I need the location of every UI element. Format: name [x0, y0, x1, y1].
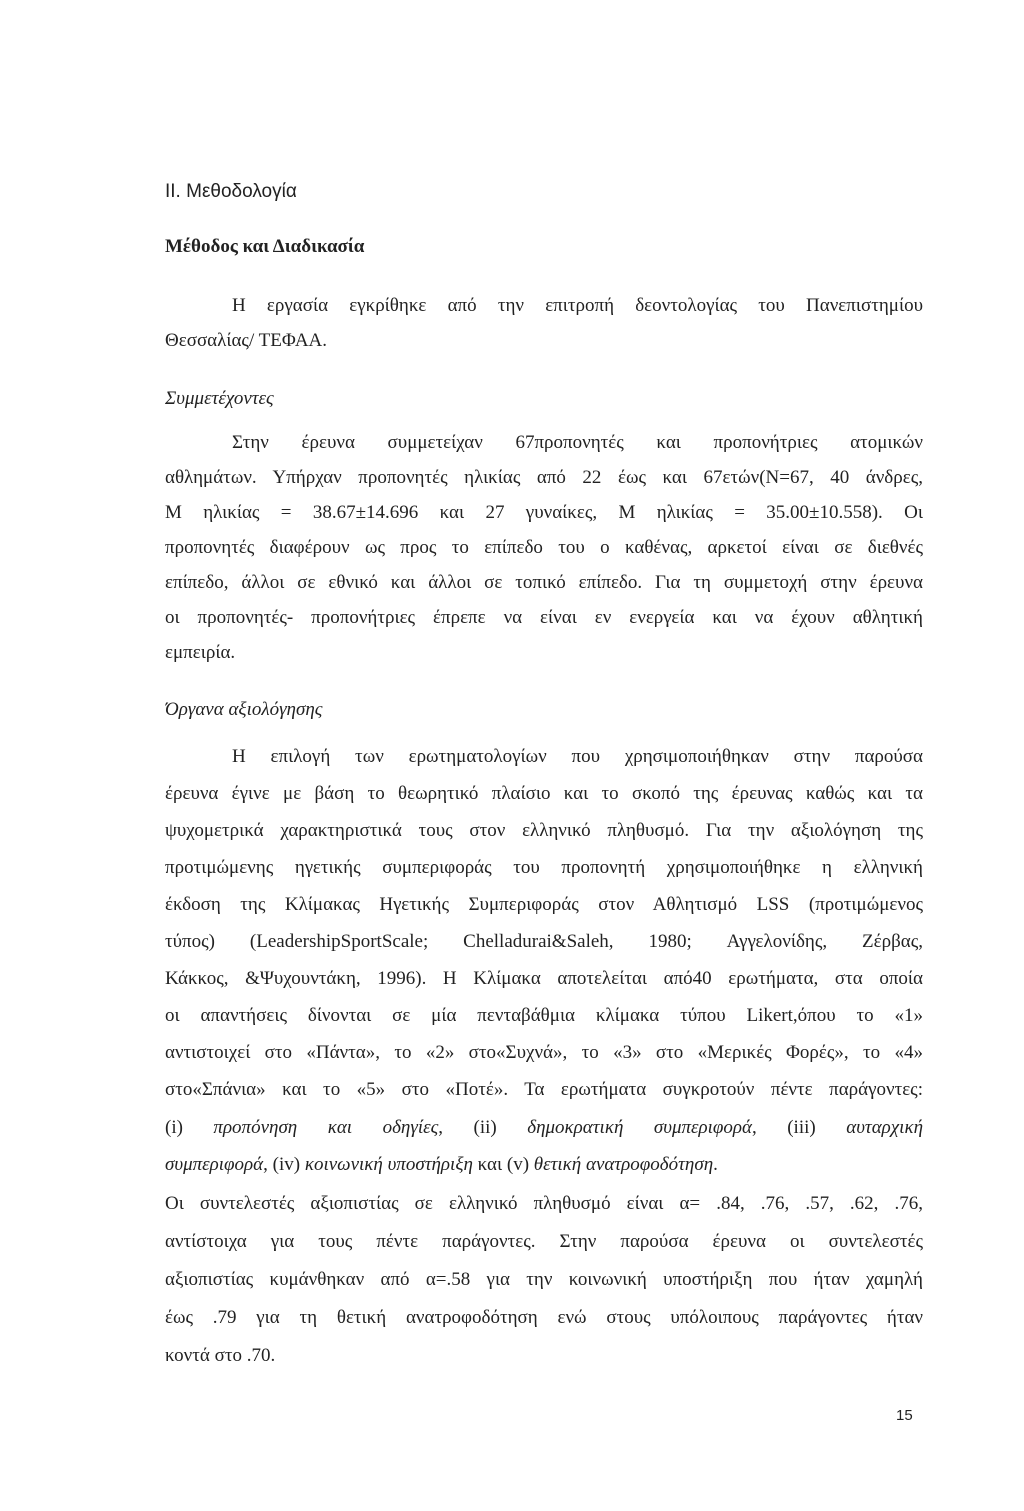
paragraph-line: έρευνα έγινε με βάση το θεωρητικό πλαίσιο και το σκοπό της έρευνας καθώς και τα — [165, 783, 923, 804]
paragraph-line: Η επιλογή των ερωτηματολογίων που χρησιμοποιήθηκαν στην παρούσα — [232, 746, 923, 767]
paragraph-line: στο«Σπάνια» και το «5» στο «Ποτέ». Τα ερωτήματα συγκροτούν πέντε παράγοντες: — [165, 1079, 923, 1100]
subheading-participants: Συμμετέχοντες — [165, 388, 274, 409]
paragraph-line: Μ ηλικίας = 38.67±14.696 και 27 γυναίκες, Μ ηλικίας = 35.00±10.558). Οι — [165, 502, 923, 523]
factors-text: , (iv) — [263, 1154, 305, 1175]
subheading-instruments: Όργανα αξιολόγησης — [165, 699, 323, 720]
subheading-method: Μέθοδος και Διαδικασία — [165, 236, 365, 257]
factor-name: δημοκρατική συμπεριφορά — [527, 1117, 752, 1138]
paragraph-line: Στην έρευνα συμμετείχαν 67προπονητές και προπονήτριες ατομικών — [232, 432, 923, 453]
paragraph-line: ψυχομετρικά χαρακτηριστικά τους στον ελληνικό πληθυσμό. Για την αξιολόγηση της — [165, 820, 923, 841]
factors-text: (i) — [165, 1117, 214, 1138]
paragraph-line: κοντά στο .70. — [165, 1345, 276, 1366]
paragraph-line: Κάκκος, &Ψυχουντάκη, 1996). Η Κλίμακα αποτελείται από40 ερωτήματα, στα οποία — [165, 968, 923, 989]
paragraph-line: Οι συντελεστές αξιοπιστίας σε ελληνικό πληθυσμό είναι α= .84, .76, .57, .62, .76, — [165, 1193, 923, 1214]
factors-text: και (v) — [472, 1154, 534, 1175]
factor-name: προπόνηση και οδηγίες — [213, 1117, 439, 1138]
factor-name: κοινωνική υποστήριξη — [304, 1154, 473, 1175]
factors-line — [165, 1154, 718, 1176]
section-heading: II. Μεθοδολογία — [165, 181, 297, 202]
paragraph-line: επίπεδο, άλλοι σε εθνικό και άλλοι σε τοπικό επίπεδο. Για τη συμμετοχή στην έρευνα — [165, 572, 923, 593]
factors-text: , (ii) — [438, 1117, 528, 1138]
paragraph-line: αντίστοιχα για τους πέντε παράγοντες. Στην παρούσα έρευνα οι συντελεστές — [165, 1231, 923, 1252]
paragraph-line: οι προπονητές- προπονήτριες έπρεπε να είναι εν ενεργεία και να έχουν αθλητική — [165, 607, 923, 628]
paragraph-line: αθλημάτων. Υπήρχαν προπονητές ηλικίας από 22 έως και 67ετών(N=67, 40 άνδρες, — [165, 467, 923, 488]
paragraph-line: εμπειρία. — [165, 642, 236, 663]
page-number: 15 — [896, 1407, 913, 1424]
paragraph-line: έκδοση της Κλίμακας Ηγετικής Συμπεριφοράς στον Αθλητισμό LSS (προτιμώμενος — [165, 894, 923, 915]
paragraph-line: Θεσσαλίας/ ΤΕΦΑΑ. — [165, 330, 328, 351]
factor-name: συμπεριφορά — [165, 1154, 264, 1175]
paragraph-line: αντιστοιχεί στο «Πάντα», το «2» στο«Συχνά», το «3» στο «Μερικές Φορές», το «4» — [165, 1042, 923, 1063]
factors-line — [165, 1117, 923, 1139]
factors-text: , (iii) — [752, 1117, 847, 1138]
paragraph-line: τύπος) (LeadershipSportScale; Chelladurai&Saleh, 1980; Αγγελονίδης, Ζέρβας, — [165, 931, 923, 952]
paragraph-line: προτιμώμενης ηγετικής συμπεριφοράς του προπονητή χρησιμοποιήθηκε η ελληνική — [165, 857, 923, 878]
paragraph-line: προπονητές διαφέρουν ως προς το επίπεδο του ο καθένας, αρκετοί είναι σε διεθνές — [165, 537, 923, 558]
paragraph-line: Η εργασία εγκρίθηκε από την επιτροπή δεοντολογίας του Πανεπιστημίου — [232, 295, 923, 316]
factor-name: θετική ανατροφοδότηση — [533, 1154, 714, 1175]
paragraph-line: οι απαντήσεις δίνονται σε μία πενταβάθμια κλίμακα τύπου Likert,όπου το «1» — [165, 1005, 923, 1026]
paragraph-line: έως .79 για τη θετική ανατροφοδότηση ενώ στους υπόλοιπους παράγοντες ήταν — [165, 1307, 923, 1328]
factor-name: αυταρχική — [846, 1117, 923, 1138]
factors-text: . — [713, 1154, 718, 1175]
paragraph-line: αξιοπιστίας κυμάνθηκαν από α=.58 για την κοινωνική υποστήριξη που ήταν χαμηλή — [165, 1269, 923, 1290]
